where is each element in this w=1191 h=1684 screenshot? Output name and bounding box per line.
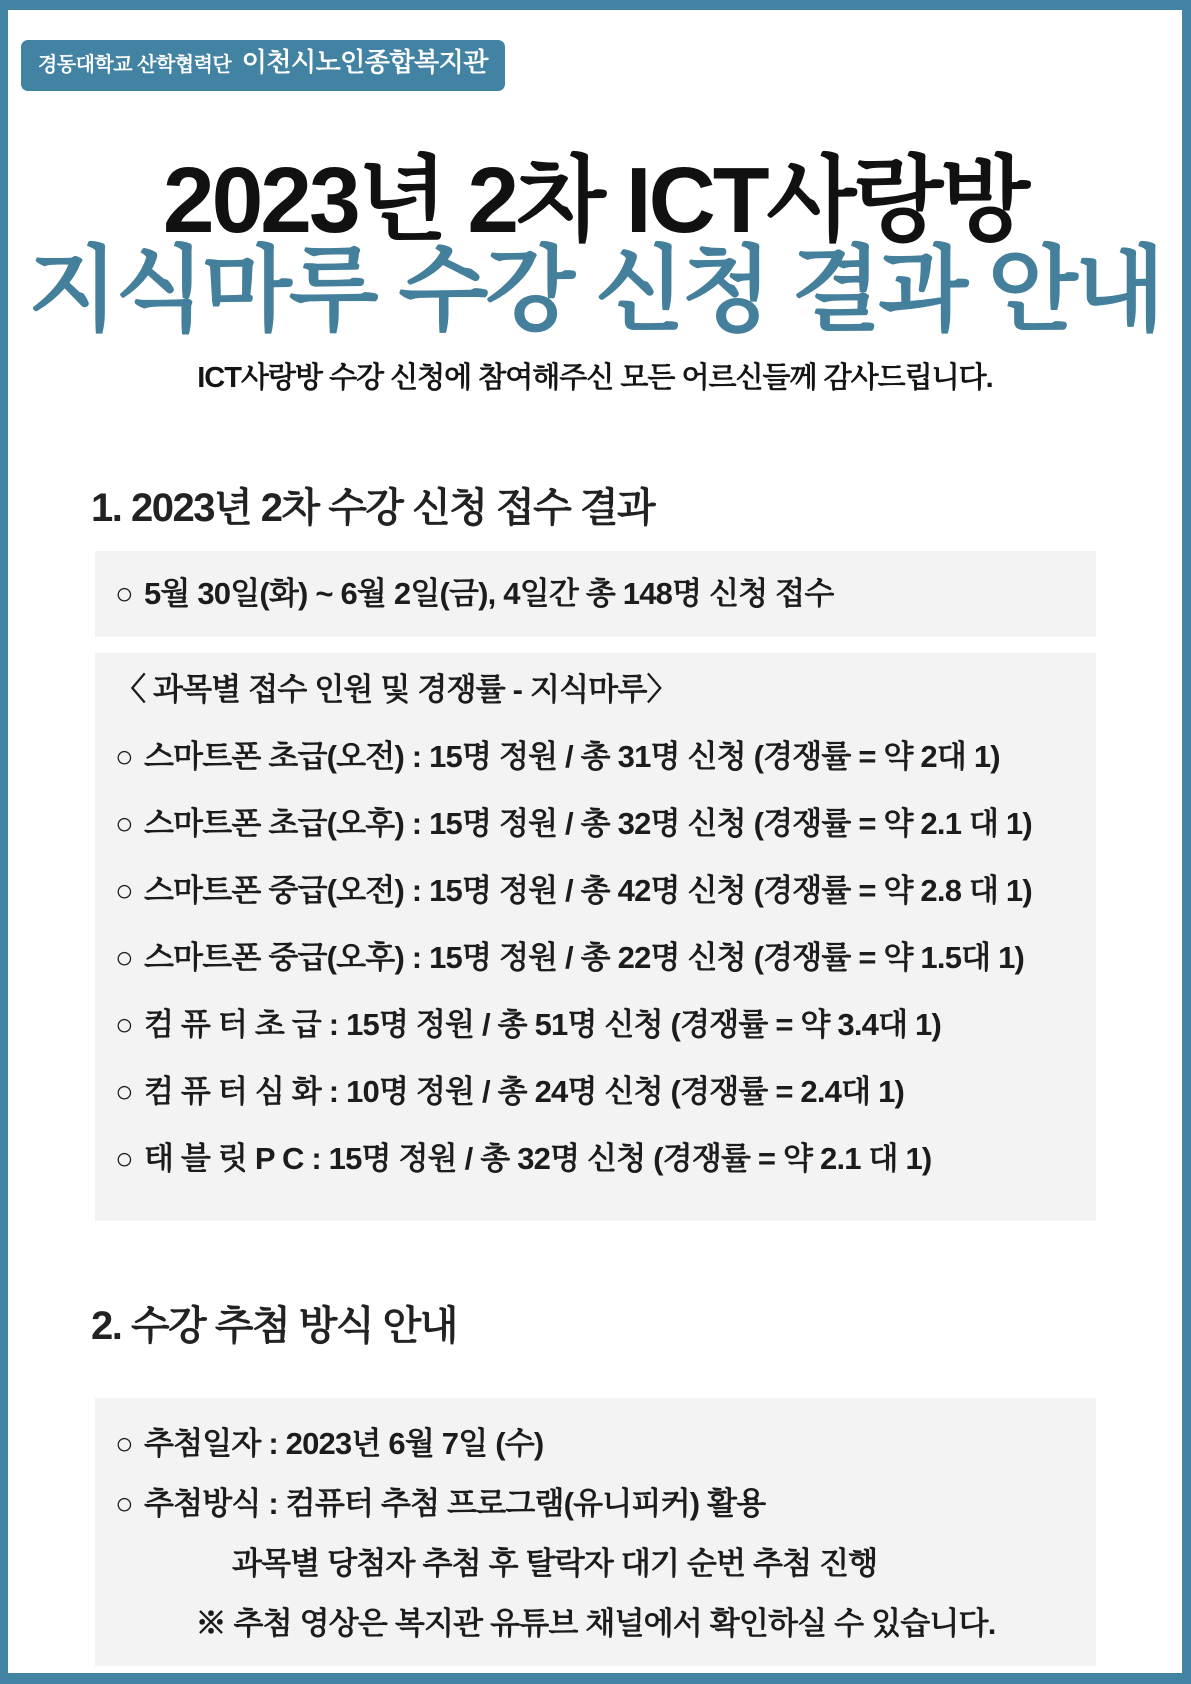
course-item xyxy=(115,806,1076,842)
page-title-line2: 지식마루 수강 신청 결과 안내 xyxy=(28,238,1162,343)
circle-bullet: ○ xyxy=(115,1074,133,1110)
circle-bullet: ○ xyxy=(115,739,133,775)
section-lottery-info xyxy=(91,1294,1096,1666)
course-item-text: 스마트폰 중급(오후) : 15명 정원 / 총 22명 신청 (경쟁률 = 약 1.5대 1) xyxy=(143,940,1025,976)
page-title xyxy=(8,148,1182,343)
circle-bullet: ○ xyxy=(115,1141,133,1177)
lottery-date-line xyxy=(115,1426,1076,1462)
course-item-text: 스마트폰 초급(오전) : 15명 정원 / 총 31명 신청 (경쟁률 = 약 2대 1) xyxy=(143,739,1000,775)
org-badge xyxy=(21,40,505,91)
course-item xyxy=(115,873,1076,909)
section2-heading: 2. 수강 추첨 방식 안내 xyxy=(91,1304,457,1349)
course-item-text: 컴 퓨 터 심 화 : 10명 정원 / 총 24명 신청 (경쟁률 = 2.4대 1) xyxy=(143,1074,905,1110)
course-item xyxy=(115,1074,1076,1110)
course-list-header: 〈 과목별 접수 인원 및 경쟁률 - 지식마루〉 xyxy=(115,672,677,708)
course-item-text: 컴 퓨 터 초 급 : 15명 정원 / 총 51명 신청 (경쟁률 = 약 3.4대 1) xyxy=(143,1007,942,1043)
youtube-note: ※ 추첨 영상은 복지관 유튜브 채널에서 확인하실 수 있습니다. xyxy=(195,1606,996,1642)
org-badge-large-label: 이천시노인종합복지관 xyxy=(241,47,488,77)
circle-bullet: ○ xyxy=(115,940,133,976)
lottery-info-box xyxy=(95,1398,1096,1666)
course-item xyxy=(115,1141,1076,1177)
section1-heading: 1. 2023년 2차 수강 신청 접수 결과 xyxy=(91,486,655,531)
circle-bullet: ○ xyxy=(115,576,133,612)
circle-bullet: ○ xyxy=(115,1486,133,1522)
registration-summary-line xyxy=(115,576,1076,612)
circle-bullet: ○ xyxy=(115,1426,133,1462)
lottery-method-continuation: 과목별 당첨자 추첨 후 탈락자 대기 순번 추첨 진행 xyxy=(232,1546,878,1582)
course-item xyxy=(115,1007,1076,1043)
page-title-line1: 2023년 2차 ICT사랑방 xyxy=(162,148,1028,252)
org-badge-small-label: 경동대학교 산학협력단 xyxy=(38,54,232,76)
lottery-method-line xyxy=(115,1486,1076,1522)
section-registration-results xyxy=(91,476,1096,1221)
course-item-text: 태 블 릿 P C : 15명 정원 / 총 32명 신청 (경쟁률 = 약 2.1 대 1) xyxy=(143,1141,932,1177)
content-area xyxy=(8,476,1182,1666)
course-item xyxy=(115,940,1076,976)
registration-summary-text: 5월 30일(화) ~ 6월 2일(금), 4일간 총 148명 신청 접수 xyxy=(143,576,834,612)
course-competition-box xyxy=(95,653,1096,1221)
thanks-subtitle: ICT사랑방 수강 신청에 참여해주신 모든 어르신들께 감사드립니다. xyxy=(197,362,993,395)
course-item xyxy=(115,739,1076,775)
registration-summary-box xyxy=(95,551,1096,637)
circle-bullet: ○ xyxy=(115,1007,133,1043)
circle-bullet: ○ xyxy=(115,873,133,909)
lottery-date-text: 추첨일자 : 2023년 6월 7일 (수) xyxy=(143,1426,544,1462)
course-item-text: 스마트폰 초급(오후) : 15명 정원 / 총 32명 신청 (경쟁률 = 약 2.1 대 1) xyxy=(143,806,1032,842)
lottery-method-text: 추첨방식 : 컴퓨터 추첨 프로그램(유니피커) 활용 xyxy=(143,1486,766,1522)
course-item-text: 스마트폰 중급(오전) : 15명 정원 / 총 42명 신청 (경쟁률 = 약 2.8 대 1) xyxy=(143,873,1032,909)
circle-bullet: ○ xyxy=(115,806,133,842)
